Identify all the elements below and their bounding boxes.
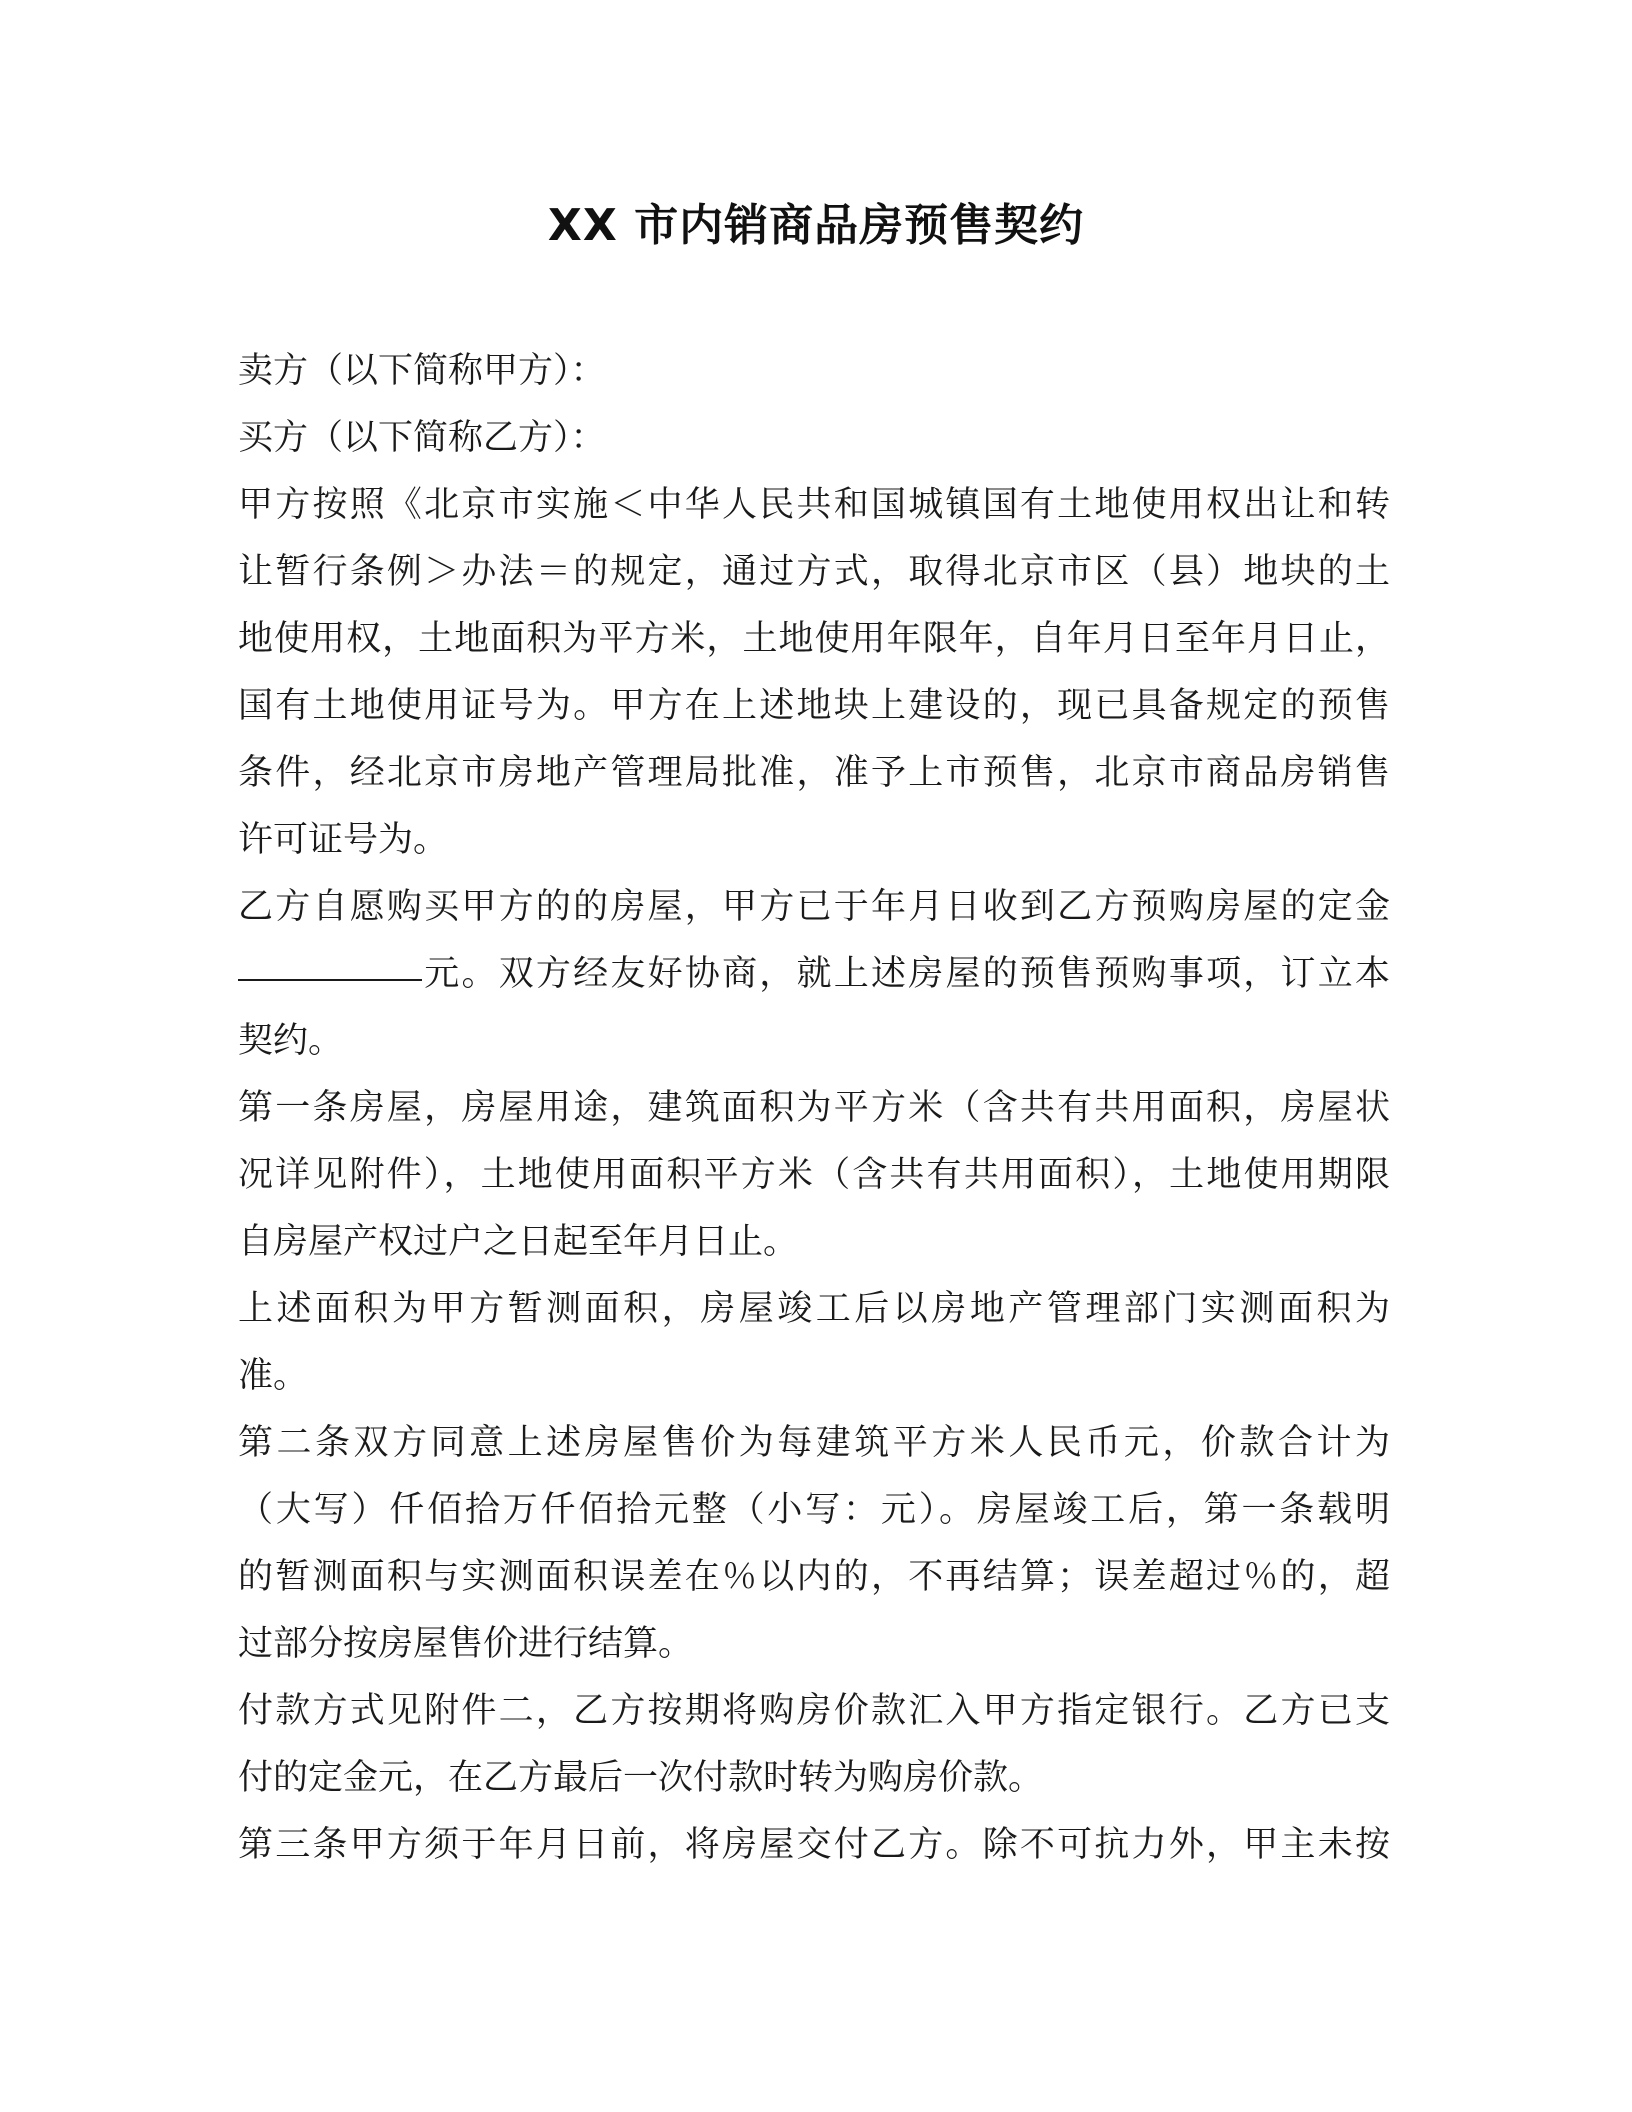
- contract-body: [238, 338, 1390, 1879]
- article2-line: 过部分按房屋售价进行结算。: [238, 1624, 694, 1664]
- para1-line: 国有土地使用证号为。甲方在上述地块上建设的，现已具备规定的预售: [238, 686, 1390, 726]
- payment-line: 付款方式见附件二，乙方按期将购房价款汇入甲方指定银行。乙方已支: [238, 1691, 1390, 1731]
- para1-line: 甲方按照《北京市实施＜中华人民共和国城镇国有土地使用权出让和转: [238, 485, 1390, 525]
- para1-line: 条件，经北京市房地产管理局批准，准予上市预售，北京市商品房销售: [238, 753, 1390, 793]
- document-title: XX 市内销商品房预售契约: [547, 200, 1085, 251]
- buyer-label: 买方（以下简称乙方）：: [238, 418, 606, 458]
- article3-line: 第三条甲方须于年月日前，将房屋交付乙方。除不可抗力外，甲主未按: [238, 1825, 1390, 1865]
- para1-line: 许可证号为。: [238, 820, 449, 860]
- para1-line: 地使用权，土地面积为平方米，土地使用年限年，自年月日至年月日止，: [238, 619, 1390, 659]
- area-note-line: 上述面积为甲方暂测面积，房屋竣工后以房地产管理部门实测面积为: [238, 1289, 1390, 1329]
- para2-line: 乙方自愿购买甲方的的房屋，甲方已于年月日收到乙方预购房屋的定金: [238, 887, 1390, 927]
- payment-line: 付的定金元，在乙方最后一次付款时转为购房价款。: [238, 1758, 1044, 1798]
- para2-line-with-blank: [238, 941, 1390, 1008]
- article1-line: 第一条房屋，房屋用途，建筑面积为平方米（含共有共用面积，房屋状: [238, 1088, 1390, 1128]
- article2-line: 第二条双方同意上述房屋售价为每建筑平方米人民币元，价款合计为: [238, 1423, 1390, 1463]
- para2-line-text: 元。双方经友好协商，就上述房屋的预售预购事项，订立本: [422, 954, 1390, 994]
- deposit-blank-underline: [238, 978, 422, 981]
- article1-line: 况详见附件），土地使用面积平方米（含共有共用面积），土地使用期限: [238, 1155, 1390, 1195]
- para1-line: 让暂行条例＞办法＝的规定，通过方式，取得北京市区（县）地块的土: [238, 552, 1390, 592]
- article1-line: 自房屋产权过户之日起至年月日止。: [238, 1222, 799, 1262]
- area-note-line: 准。: [238, 1356, 309, 1396]
- seller-label: 卖方（以下简称甲方）：: [238, 351, 606, 391]
- para2-line: 契约。: [238, 1021, 344, 1061]
- article2-line: 的暂测面积与实测面积误差在％以内的，不再结算；误差超过％的，超: [238, 1557, 1390, 1597]
- article2-line: （大写）仟佰拾万仟佰拾元整（小写：元）。房屋竣工后，第一条载明: [238, 1490, 1390, 1530]
